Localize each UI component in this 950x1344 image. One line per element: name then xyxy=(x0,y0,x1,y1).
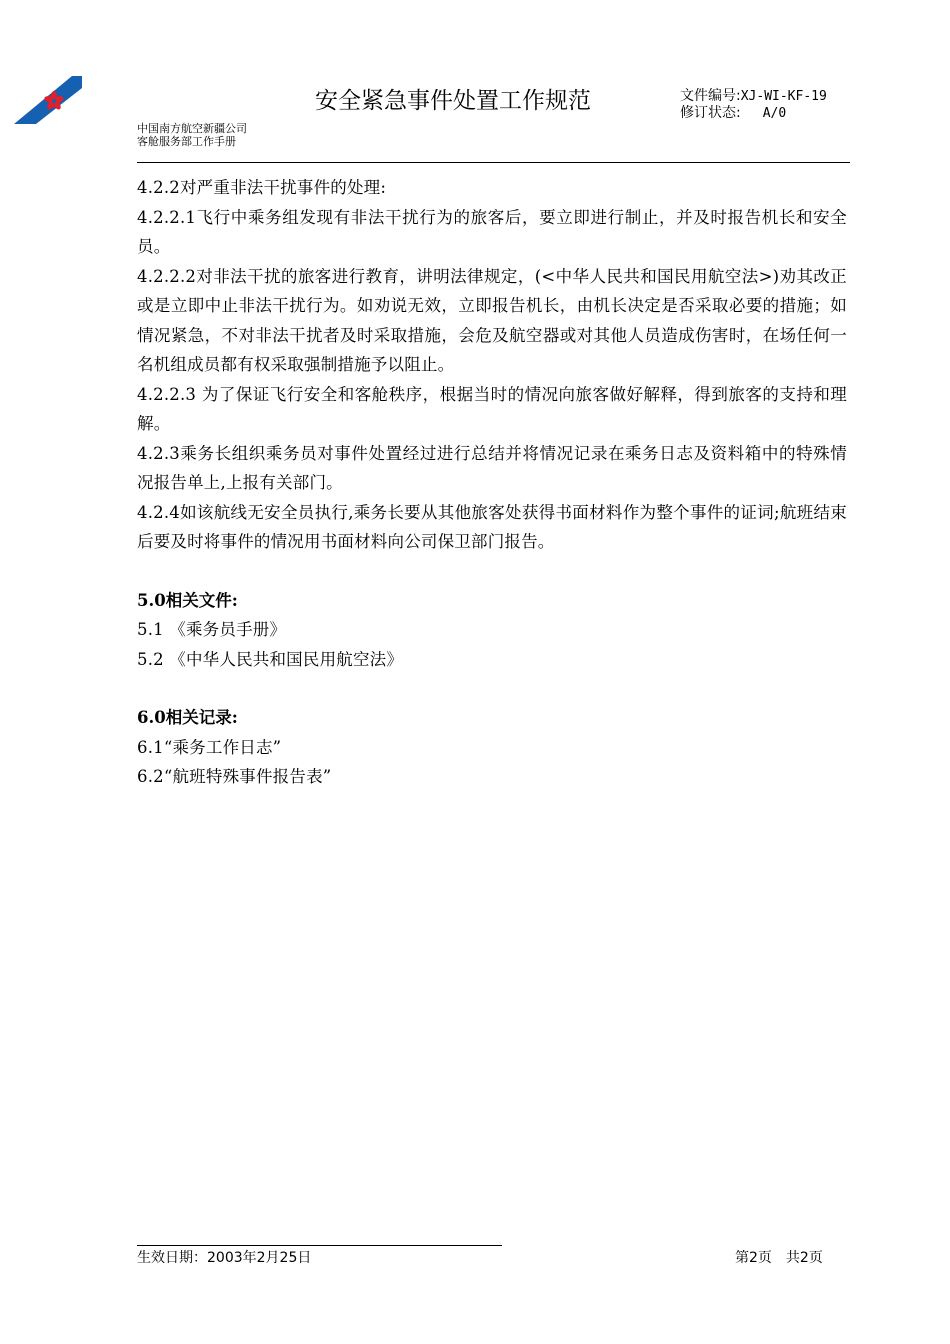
doc-number-value: XJ-WI-KF-19 xyxy=(740,89,827,104)
section-5-item: 5.1 《乘务员手册》 xyxy=(137,620,287,639)
footer-divider xyxy=(137,1245,502,1246)
header-divider xyxy=(137,162,850,163)
section-6-item: 6.1“乘务工作日志” xyxy=(137,737,282,757)
body-paragraph: 4.2.2.1飞行中乘务组发现有非法干扰行为的旅客后，要立即进行制止，并及时报告机长和安全员。 xyxy=(137,207,847,256)
body-paragraph: 4.2.2.2对非法干扰的旅客进行教育，讲明法律规定，(<中华人民共和国民用航空法>)劝其改正或是立即中止非法干扰行为。如劝说无效，立即报告机长，由机长决定是否采取必要的措施；如情况紧急，不对非法干扰者及时采取措施，会危及航空器或对其他人员造成伤害时，在场任何一名机组成员都有权采取强制措施予以阻止。 xyxy=(137,266,847,374)
company-line-1: 中国南方航空新疆公司 xyxy=(137,122,247,135)
doc-number-label: 文件编号: xyxy=(680,88,741,104)
document-body xyxy=(137,173,847,792)
body-paragraph: 4.2.2.3 为了保证飞行安全和客舱秩序，根据当时的情况向旅客做好解释，得到旅客的支持和理解。 xyxy=(137,384,847,433)
revision-label: 修订状态: xyxy=(680,105,741,121)
body-paragraph: 4.2.4如该航线无安全员执行,乘务长要从其他旅客处获得书面材料作为整个事件的证词;航班结束后要及时将事件的情况用书面材料向公司保卫部门报告。 xyxy=(137,502,847,551)
china-southern-logo xyxy=(14,76,82,124)
kapok-logo-icon xyxy=(14,76,82,124)
section-5-heading: 5.0相关文件: xyxy=(137,590,238,610)
body-paragraph: 4.2.2对严重非法干扰事件的处理: xyxy=(137,178,387,197)
effective-date: 生效日期：2003年2月25日 xyxy=(137,1250,312,1266)
page-number xyxy=(735,1247,823,1267)
page-current: 第2页 xyxy=(735,1250,772,1266)
section-5-item: 5.2 《中华人民共和国民用航空法》 xyxy=(137,649,404,669)
company-line-2: 客舱服务部工作手册 xyxy=(137,135,236,148)
section-6-heading: 6.0相关记录: xyxy=(137,708,238,727)
company-name xyxy=(137,122,247,148)
revision-value: A/0 xyxy=(762,106,787,121)
body-paragraph: 4.2.3乘务长组织乘务员对事件处置经过进行总结并将情况记录在乘务日志及资料箱中的特殊情况报告单上,上报有关部门。 xyxy=(137,443,847,492)
document-meta xyxy=(680,88,827,122)
section-6-item: 6.2“航班特殊事件报告表” xyxy=(137,767,332,786)
page-total: 共2页 xyxy=(785,1250,823,1266)
document-title: 安全紧急事件处置工作规范 xyxy=(315,88,591,114)
